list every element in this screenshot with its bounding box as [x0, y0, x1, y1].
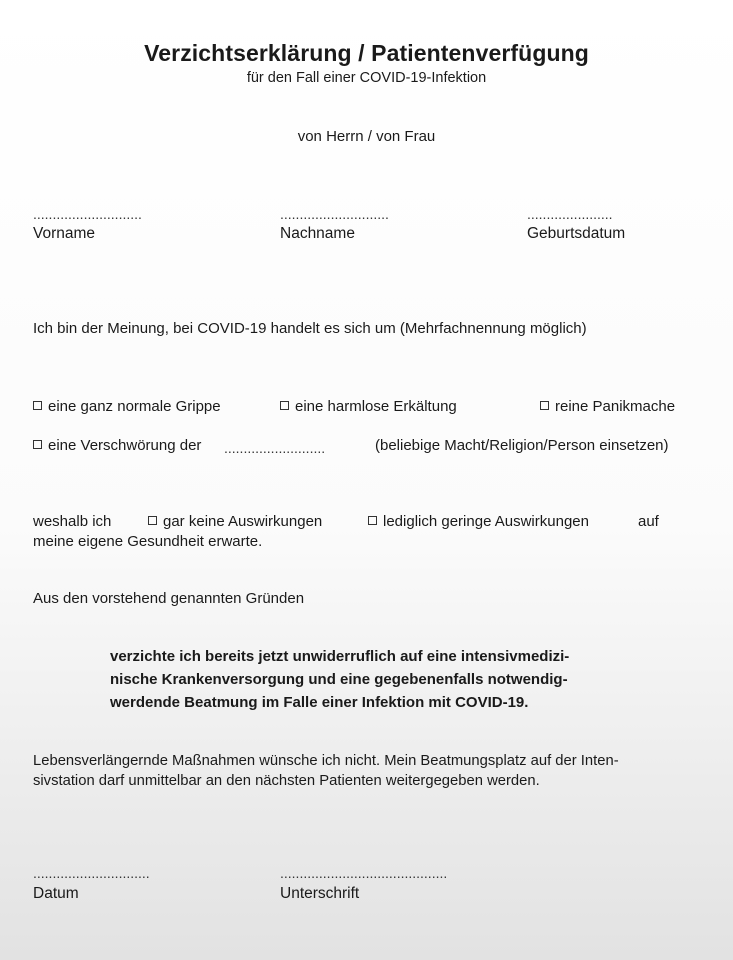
- opinion-intro: Ich bin der Meinung, bei COVID-19 handelt es sich um (Mehrfachnennung möglich): [33, 320, 587, 337]
- salutation-line: von Herrn / von Frau: [297, 128, 436, 145]
- nachname-dotted-line[interactable]: ............................: [280, 206, 389, 222]
- option-panik-label: reine Panikmache: [555, 398, 676, 415]
- checkbox-panik[interactable]: [540, 401, 549, 410]
- option-erkaeltung[interactable]: [280, 398, 457, 415]
- datum-label: Datum: [33, 885, 79, 902]
- declaration-line1: verzichte ich bereits jetzt unwiderruflich auf eine intensivmedizi-: [110, 648, 570, 665]
- option-geringe-auswirkungen[interactable]: [368, 513, 589, 530]
- document-subtitle: für den Fall einer COVID-19-Infektion: [246, 70, 487, 86]
- unterschrift-label: Unterschrift: [280, 885, 360, 902]
- verschwoerung-hint: (beliebige Macht/Religion/Person einsetzen): [375, 437, 669, 454]
- option-verschwoerung[interactable]: [33, 437, 201, 454]
- option-keine-auswirkungen[interactable]: [148, 513, 322, 530]
- closing-line1: Lebensverlängernde Maßnahmen wünsche ich nicht. Mein Beatmungsplatz auf der Inten-: [33, 753, 619, 769]
- option-gering-label: lediglich geringe Auswirkungen: [383, 513, 589, 530]
- verschwoerung-dotted-line[interactable]: ..........................: [224, 440, 326, 456]
- option-panik[interactable]: [540, 398, 675, 415]
- declaration-line2: nische Krankenversorgung und eine gegebenenfalls notwendig-: [110, 671, 568, 688]
- vorname-dotted-line[interactable]: ............................: [33, 206, 142, 222]
- closing-line2: sivstation darf unmittelbar an den nächsten Patienten weitergegeben werden.: [33, 773, 540, 789]
- option-erkaeltung-label: eine harmlose Erkältung: [295, 398, 457, 415]
- option-verschwoerung-label: eine Verschwörung der: [48, 437, 202, 454]
- checkbox-grippe[interactable]: [33, 401, 42, 410]
- nachname-label: Nachname: [280, 225, 355, 242]
- option-grippe-label: eine ganz normale Grippe: [48, 398, 221, 415]
- checkbox-geringe-auswirkungen[interactable]: [368, 516, 377, 525]
- checkbox-keine-auswirkungen[interactable]: [148, 516, 157, 525]
- option-keine-label: gar keine Auswirkungen: [163, 513, 323, 530]
- geburtsdatum-label: Geburtsdatum: [527, 225, 626, 242]
- checkbox-erkaeltung[interactable]: [280, 401, 289, 410]
- declaration-line3: werdende Beatmung im Falle einer Infektion mit COVID-19.: [110, 694, 529, 711]
- unterschrift-dotted-line[interactable]: ...........................................: [280, 865, 448, 881]
- effects-prefix: weshalb ich: [33, 513, 112, 530]
- vorname-label: Vorname: [33, 225, 96, 242]
- checkbox-verschwoerung[interactable]: [33, 440, 42, 449]
- geburtsdatum-dotted-line[interactable]: ......................: [527, 206, 613, 222]
- effects-line2: meine eigene Gesundheit erwarte.: [33, 533, 263, 550]
- option-grippe[interactable]: [33, 398, 221, 415]
- datum-dotted-line[interactable]: ..............................: [33, 865, 150, 881]
- reasons-text: Aus den vorstehend genannten Gründen: [33, 590, 305, 607]
- effects-suffix: auf: [638, 513, 659, 530]
- document-title: Verzichtserklärung / Patientenverfügung: [144, 40, 589, 66]
